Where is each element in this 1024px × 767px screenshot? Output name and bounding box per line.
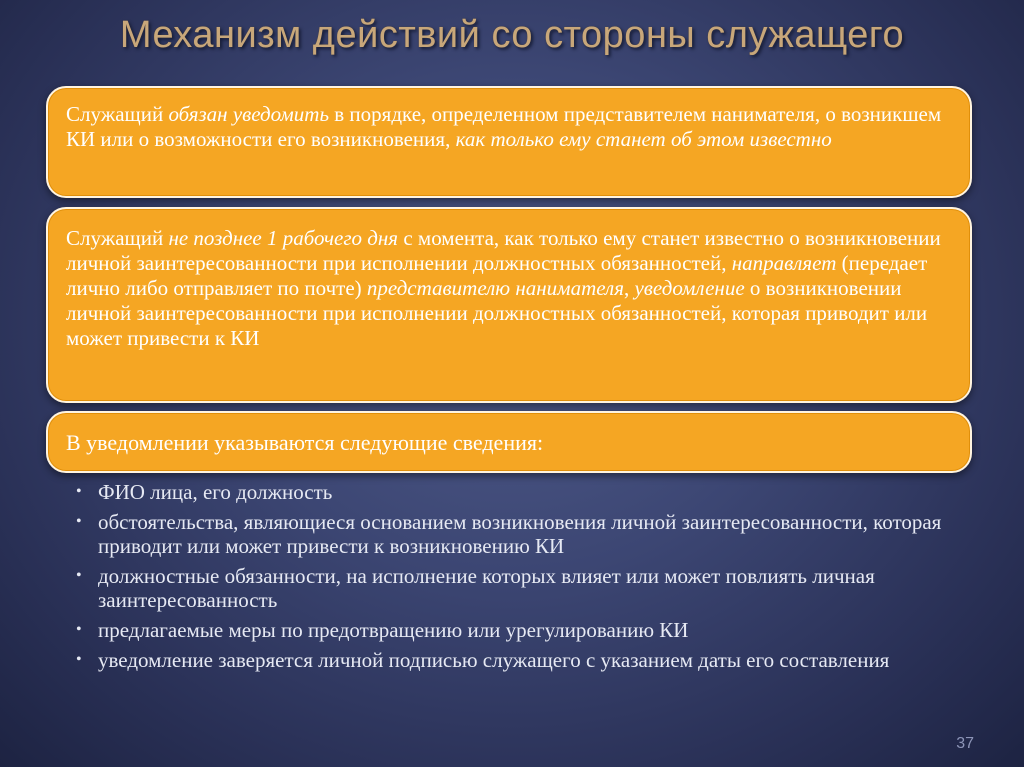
box2-italic-2: направляет — [731, 251, 837, 275]
bullet-icon: • — [76, 483, 82, 500]
box2-text-5: о возникновении личной заинтересованности при исполнении должностных обязанностей, которая приводит или может привести к КИ — [66, 276, 928, 350]
box2-italic-3: представителю нанимателя — [366, 276, 624, 300]
slide-title: Механизм действий со стороны служащего — [119, 14, 905, 56]
box2-italic-1: не позднее 1 рабочего дня — [168, 226, 399, 250]
notice-contents-box — [46, 411, 972, 473]
box2-italic-4: уведомление — [634, 276, 745, 300]
box2-text-3: (передает лично либо отправляет по почте) — [66, 251, 928, 300]
box1-italic-1: обязан уведомить — [168, 102, 330, 126]
duty-notice-box — [46, 86, 972, 198]
list-item — [70, 618, 950, 642]
list-item — [70, 564, 950, 612]
box2-text-4: , — [623, 276, 635, 300]
list-item-text: предлагаемые меры по предотвращению или урегулированию КИ — [98, 618, 689, 642]
box1-italic-2: как только ему станет об этом известно — [455, 127, 832, 151]
list-item-text: ФИО лица, его должность — [98, 480, 333, 504]
page-number: 37 — [956, 735, 974, 752]
box2-text-2: с момента, как только ему станет известно о возникновении личной заинтересованности при исполнении должностных обязанностей, — [66, 226, 941, 275]
box1-text-2: в порядке, определенном представителем нанимателя, о возникшем КИ или о возможности его возникновения, — [66, 102, 942, 151]
box1-text-1: Служащий — [66, 102, 169, 126]
bullet-icon: • — [76, 567, 82, 584]
bullet-icon: • — [76, 513, 82, 530]
bullet-icon: • — [76, 621, 82, 638]
list-item-text: уведомление заверяется личной подписью служащего с указанием даты его составления — [98, 648, 890, 672]
list-item-text: должностные обязанности, на исполнение которых влияет или может повлиять личная заинтересованность — [98, 564, 875, 612]
list-item-text: обстоятельства, являющиеся основанием возникновения личной заинтересованности, которая приводит или может привести к возникновению КИ — [98, 510, 942, 558]
list-item — [70, 510, 950, 558]
notice-contents-list — [70, 480, 950, 678]
bullet-icon: • — [76, 651, 82, 668]
list-item — [70, 480, 950, 504]
list-item — [70, 648, 950, 672]
box2-text-1: Служащий — [66, 226, 169, 250]
deadline-notice-box — [46, 207, 972, 403]
box3-text: В уведомлении указываются следующие сведения: — [66, 430, 544, 455]
